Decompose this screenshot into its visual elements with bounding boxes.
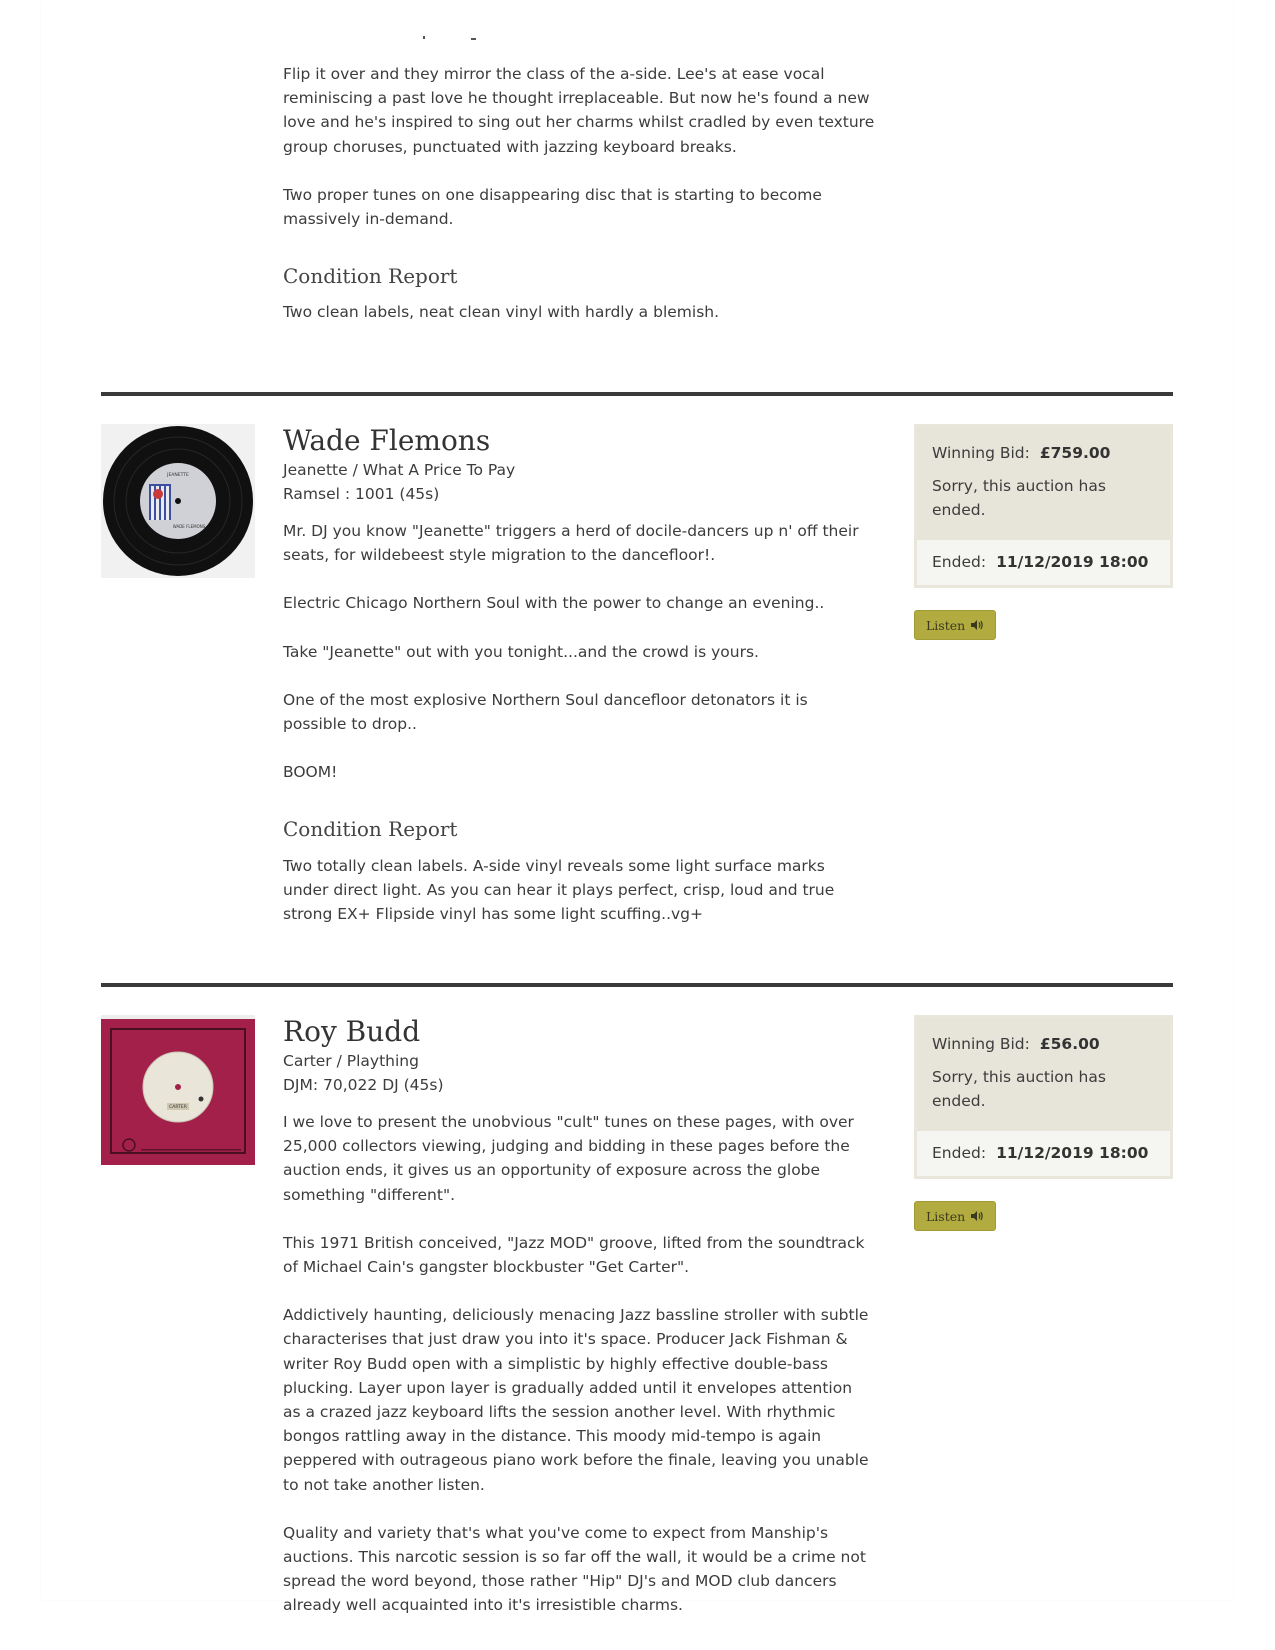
lot-item [101, 424, 1173, 924]
ended-date: 11/12/2019 18:00 [996, 553, 1149, 571]
speaker-icon [970, 1210, 984, 1222]
artist-name[interactable]: Roy Budd [283, 1015, 421, 1048]
image-label-title: CARTER [169, 1105, 187, 1110]
prev-item-paragraph: Flip it over and they mirror the class of the a-side. Lee's at ease vocal reminiscing a past love he thought irreplaceable. But now he's found a new love and he's inspired to sing out her charms whilst cradled by even texture group choruses, punctuated with jazzing keyboard breaks. [283, 65, 875, 156]
lot-item [101, 1015, 1173, 1615]
description-paragraph: One of the most explosive Northern Soul dancefloor detonators it is possible to drop.. [283, 690, 808, 734]
ended-row [917, 1131, 1170, 1176]
ended-row [917, 540, 1170, 585]
ended-label: Ended: [932, 1144, 987, 1162]
description-paragraph: I we love to present the unobvious "cult" tunes on these pages, with over 25,000 collectors viewing, judging and bidding in these pages before the auction ends, it gives us an opportunity of exposure across the globe something "different". [283, 1113, 854, 1204]
image-label-title: JEANETTE [167, 473, 189, 478]
item-divider [101, 392, 1173, 396]
prev-item-fragment-marks [423, 36, 483, 42]
winning-bid-value: £56.00 [1039, 1035, 1100, 1053]
record-label: DJM: 70,022 DJ (45s) [283, 1076, 444, 1094]
description-paragraph: Take "Jeanette" out with you tonight...and the crowd is yours. [283, 642, 759, 661]
auction-status-message: Sorry, this auction has ended. [932, 1068, 1106, 1110]
prev-item-paragraph: Two proper tunes on one disappearing disc that is starting to become massively in-demand. [283, 185, 822, 229]
lot-description [283, 519, 873, 926]
bid-box [914, 424, 1173, 588]
winning-bid-label: Winning Bid: [932, 1035, 1030, 1053]
record-sleeve-icon [101, 1015, 255, 1165]
condition-text: Two totally clean labels. A-side vinyl reveals some light surface marks under direct light. As you can hear it plays perfect, crisp, loud and true strong EX+ Flipside vinyl has some light scuffing..vg+ [283, 856, 835, 924]
ended-date: 11/12/2019 18:00 [996, 1144, 1149, 1162]
description-paragraph: Electric Chicago Northern Soul with the power to change an evening.. [283, 594, 825, 613]
bid-panel [914, 424, 1173, 640]
winning-bid-row [932, 441, 1155, 465]
record-label: Ramsel : 1001 (45s) [283, 485, 440, 503]
listen-button-label: Listen [926, 1208, 966, 1224]
record-image[interactable] [101, 424, 255, 578]
prev-item-description [283, 62, 883, 349]
item-divider [101, 983, 1173, 987]
description-paragraph: This 1971 British conceived, "Jazz MOD" groove, lifted from the soundtrack of Michael Cain's gangster blockbuster "Get Carter". [283, 1233, 865, 1277]
auction-status-message: Sorry, this auction has ended. [932, 477, 1106, 519]
speaker-icon [970, 619, 984, 631]
listen-button[interactable] [914, 1201, 996, 1231]
record-title: Jeanette / What A Price To Pay [283, 461, 516, 479]
image-label-artist: WADE FLEMONS [172, 524, 206, 529]
listen-button-label: Listen [926, 617, 966, 633]
vinyl-record-icon [101, 424, 255, 578]
artist-name[interactable]: Wade Flemons [283, 424, 491, 457]
bid-box [914, 1015, 1173, 1179]
prev-condition-text: Two clean labels, neat clean vinyl with hardly a blemish. [283, 303, 720, 322]
description-paragraph: Addictively haunting, deliciously menacing Jazz bassline stroller with subtle characterises that just draw you into it's space. Producer Jack Fishman & writer Roy Budd open with a simplistic by highly effective double-bass plucking. Layer upon layer is gradually added until it envelopes attention as a crazed jazz keyboard lifts the session another level. With rhythmic bongos rattling away in the distance. This moody mid-tempo is again peppered with outrageous piano work before the finale, leaving you unable to not take another listen. [283, 1306, 869, 1494]
winning-bid-value: £759.00 [1039, 444, 1111, 462]
description-paragraph: Quality and variety that's what you've come to expect from Manship's auctions. This narcotic session is so far off the wall, it would be a crime not spread the word beyond, those rather "Hip" DJ's and MOD club dancers already well acquainted into it's irresistible charms. [283, 1523, 866, 1615]
listen-button[interactable] [914, 610, 996, 640]
lot-description [283, 1110, 873, 1618]
bid-panel [914, 1015, 1173, 1231]
winning-bid-label: Winning Bid: [932, 444, 1030, 462]
condition-heading: Condition Report [283, 817, 458, 842]
record-image[interactable] [101, 1015, 255, 1169]
lot-body [283, 1015, 873, 1642]
ended-label: Ended: [932, 553, 987, 571]
prev-condition-heading: Condition Report [283, 264, 458, 289]
record-title: Carter / Plaything [283, 1052, 419, 1070]
description-paragraph: BOOM! [283, 763, 338, 782]
lot-body [283, 424, 873, 950]
winning-bid-row [932, 1032, 1155, 1056]
description-paragraph: Mr. DJ you know "Jeanette" triggers a herd of docile-dancers up n' off their seats, for wildebeest style migration to the dancefloor!. [283, 522, 859, 565]
